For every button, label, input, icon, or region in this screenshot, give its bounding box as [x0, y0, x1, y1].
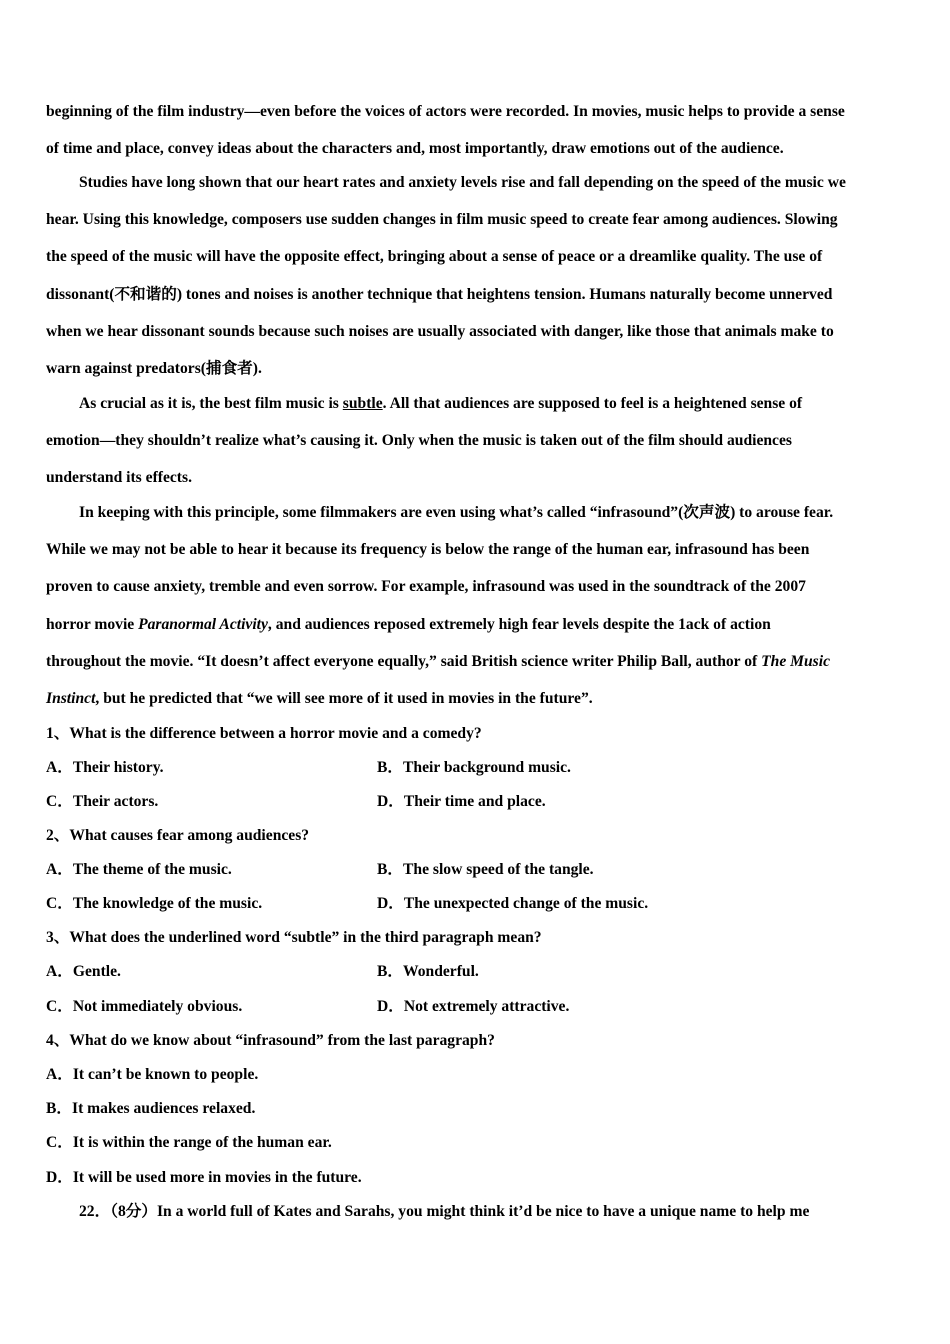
- passage-line: While we may not be able to hear it because its frequency is below the range of the human ear, infrasound has been: [46, 541, 810, 558]
- passage-line: throughout the movie. “It doesn’t affect everyone equally,” said British science writer Philip Ball, author of The Music: [46, 653, 831, 670]
- passage-line: Studies have long shown that our heart rates and anxiety levels rise and fall depending on the speed of the music we: [79, 174, 846, 191]
- option-b[interactable]: B．Wonderful.: [377, 963, 479, 980]
- passage-line: understand its effects.: [46, 469, 192, 486]
- passage-line: horror movie Paranormal Activity, and audiences reposed extremely high fear levels despite the 1ack of action: [46, 616, 771, 633]
- passage-line: warn against predators(捕食者).: [46, 360, 262, 377]
- option-d[interactable]: D．Not extremely attractive.: [377, 998, 570, 1015]
- option-d[interactable]: D．It will be used more in movies in the future.: [46, 1169, 362, 1186]
- passage-line: of time and place, convey ideas about the characters and, most importantly, draw emotions out of the audience.: [46, 140, 784, 157]
- question-stem: 1、What is the difference between a horror movie and a comedy?: [46, 725, 482, 742]
- option-d[interactable]: D．Their time and place.: [377, 793, 546, 810]
- option-a[interactable]: A．Gentle.: [46, 963, 121, 980]
- question-stem: 2、What causes fear among audiences?: [46, 827, 310, 844]
- movie-title: Paranormal Activity: [138, 616, 268, 633]
- passage-line: beginning of the film industry—even before the voices of actors were recorded. In movies, music helps to provide a sense: [46, 103, 845, 120]
- question-stem: 3、What does the underlined word “subtle” in the third paragraph mean?: [46, 929, 542, 946]
- option-d[interactable]: D．The unexpected change of the music.: [377, 895, 649, 912]
- next-question-intro: 22．（8分）In a world full of Kates and Sarahs, you might think it’d be nice to have a unique name to help me: [79, 1203, 810, 1220]
- book-title: The Music: [761, 653, 831, 670]
- option-b[interactable]: B．The slow speed of the tangle.: [377, 861, 594, 878]
- option-c[interactable]: C．Their actors.: [46, 793, 159, 810]
- underlined-word: subtle: [342, 395, 383, 412]
- option-a[interactable]: A．It can’t be known to people.: [46, 1066, 259, 1083]
- question-stem: 4、What do we know about “infrasound” from the last paragraph?: [46, 1032, 495, 1049]
- book-title: Instinct: [46, 690, 96, 707]
- option-c[interactable]: C．Not immediately obvious.: [46, 998, 243, 1015]
- passage-line: the speed of the music will have the opposite effect, bringing about a sense of peace or a dreamlike quality. The use of: [46, 248, 823, 265]
- passage-line: hear. Using this knowledge, composers use sudden changes in film music speed to create fear among audiences. Slowing: [46, 211, 838, 228]
- option-a[interactable]: A．Their history.: [46, 759, 164, 776]
- passage-line: when we hear dissonant sounds because such noises are usually associated with danger, like those that animals make to: [46, 323, 834, 340]
- option-c[interactable]: C．The knowledge of the music.: [46, 895, 263, 912]
- option-b[interactable]: B．Their background music.: [377, 759, 571, 776]
- passage-line: proven to cause anxiety, tremble and even sorrow. For example, infrasound was used in the soundtrack of the 2007: [46, 578, 806, 595]
- passage-line: dissonant(不和谐的) tones and noises is another technique that heightens tension. Humans naturally become unnerved: [46, 286, 833, 303]
- passage-line: emotion—they shouldn’t realize what’s causing it. Only when the music is taken out of the film should audiences: [46, 432, 792, 449]
- passage-line: In keeping with this principle, some filmmakers are even using what’s called “infrasound”(次声波) to arouse fear.: [79, 504, 834, 521]
- option-b[interactable]: B．It makes audiences relaxed.: [46, 1100, 256, 1117]
- option-c[interactable]: C．It is within the range of the human ear.: [46, 1134, 332, 1151]
- passage-line: As crucial as it is, the best film music is subtle. All that audiences are supposed to feel is a heightened sense of: [79, 395, 803, 412]
- option-a[interactable]: A．The theme of the music.: [46, 861, 232, 878]
- passage-line: Instinct, but he predicted that “we will see more of it used in movies in the future”.: [46, 690, 593, 707]
